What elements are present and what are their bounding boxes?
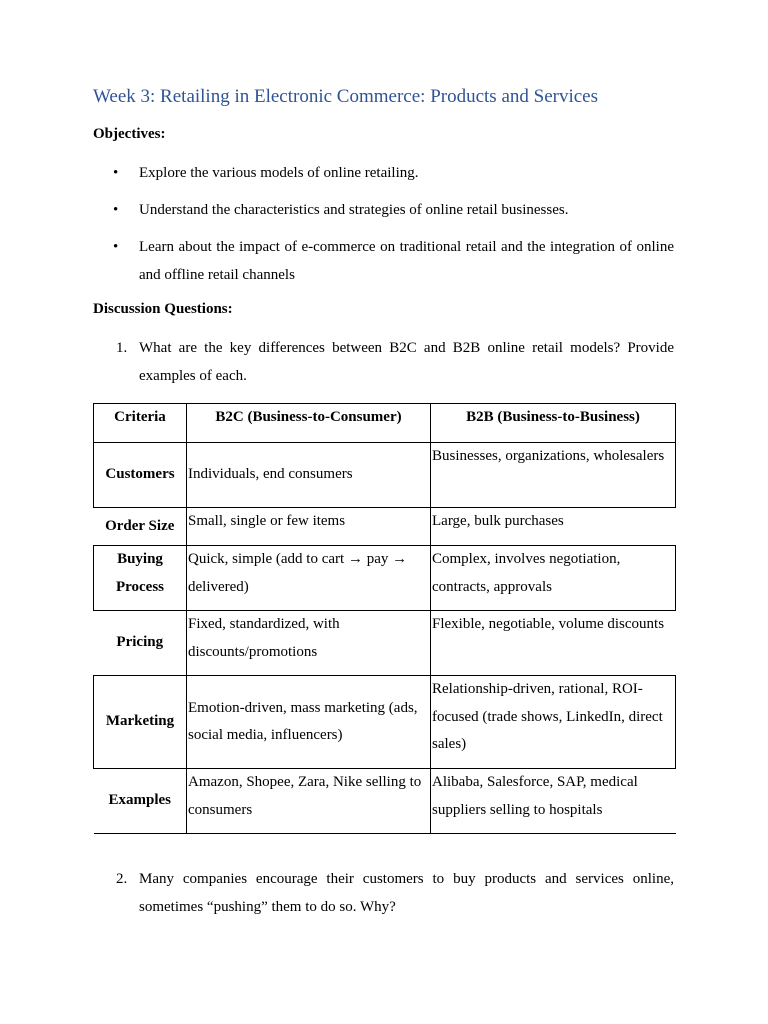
question-text: What are the key differences between B2C and B2B online retail models? Provide examples of each. xyxy=(139,340,674,384)
table-row xyxy=(94,546,676,611)
objective-text: Explore the various models of online retailing. xyxy=(139,165,419,181)
table-row xyxy=(94,443,676,508)
table-row xyxy=(94,508,676,546)
b2c-cell: Small, single or few items xyxy=(187,508,431,546)
b2c-cell: Emotion-driven, mass marketing (ads, social media, influencers) xyxy=(187,676,431,769)
b2b-cell: Alibaba, Salesforce, SAP, medical suppliers selling to hospitals xyxy=(431,769,676,834)
discussion-heading: Discussion Questions: xyxy=(93,301,233,317)
objective-text: Understand the characteristics and strategies of online retail businesses. xyxy=(139,202,569,218)
criteria-cell: Customers xyxy=(94,443,187,508)
b2c-cell: Quick, simple (add to cart → pay → delivered) xyxy=(187,546,431,611)
b2b-cell: Businesses, organizations, wholesalers xyxy=(431,443,676,508)
objective-item xyxy=(93,196,674,224)
question-number: 1. xyxy=(116,340,128,356)
objective-item xyxy=(93,159,674,187)
objective-item xyxy=(93,233,674,289)
table-row xyxy=(94,769,676,834)
b2c-cell: Amazon, Shopee, Zara, Nike selling to consumers xyxy=(187,769,431,834)
column-header-b2b: B2B (Business-to-Business) xyxy=(431,404,676,443)
b2b-cell: Flexible, negotiable, volume discounts xyxy=(431,611,676,676)
objectives-heading: Objectives: xyxy=(93,126,166,142)
criteria-cell: Examples xyxy=(94,769,187,834)
b2b-cell: Relationship-driven, rational, ROI-focused (trade shows, LinkedIn, direct sales) xyxy=(431,676,676,769)
column-header-b2c: B2C (Business-to-Consumer) xyxy=(187,404,431,443)
objective-text: Learn about the impact of e-commerce on traditional retail and the integration of online and offline retail channels xyxy=(139,239,674,283)
column-header-criteria: Criteria xyxy=(94,404,187,443)
table-row xyxy=(94,676,676,769)
b2c-cell: Fixed, standardized, with discounts/promotions xyxy=(187,611,431,676)
b2b-cell: Complex, involves negotiation, contracts, approvals xyxy=(431,546,676,611)
comparison-table xyxy=(93,403,676,834)
table-row xyxy=(94,611,676,676)
criteria-cell: Pricing xyxy=(94,611,187,676)
bullet-icon: • xyxy=(113,165,119,181)
criteria-cell: Buying Process xyxy=(94,546,187,611)
question-text: Many companies encourage their customers to buy products and services online, sometimes “pushing” them to do so. Why? xyxy=(139,871,674,915)
table-header-row xyxy=(94,404,676,443)
bullet-icon: • xyxy=(113,239,119,255)
page-title: Week 3: Retailing in Electronic Commerce: Products and Services xyxy=(93,86,598,107)
bullet-icon: • xyxy=(113,202,119,218)
question-1 xyxy=(93,334,674,390)
question-number: 2. xyxy=(116,871,128,887)
question-2 xyxy=(93,865,674,921)
criteria-cell: Order Size xyxy=(94,508,187,546)
criteria-cell: Marketing xyxy=(94,676,187,769)
b2b-cell: Large, bulk purchases xyxy=(431,508,676,546)
objectives-list xyxy=(93,159,674,298)
b2c-cell: Individuals, end consumers xyxy=(187,443,431,508)
